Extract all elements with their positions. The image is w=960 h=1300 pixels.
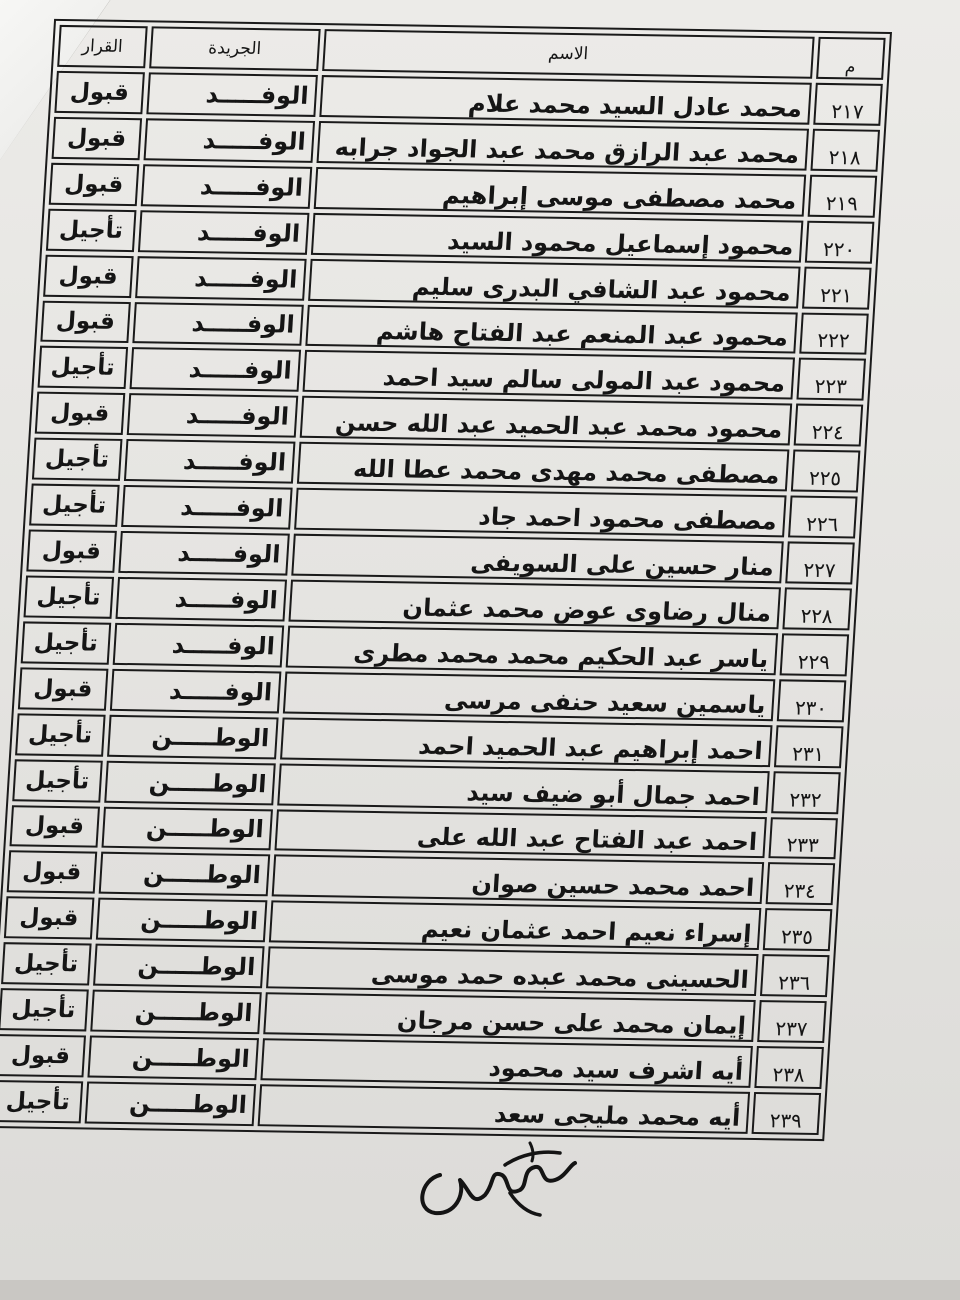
row-newspaper: الوطـــــن [90, 990, 262, 1035]
row-newspaper: الوفـــــد [118, 531, 290, 576]
row-name: منال رضاوى عوض محمد عثمان [288, 580, 780, 630]
row-decision: تأجيل [32, 438, 122, 481]
row-number: ٢٢٥ [791, 450, 861, 493]
row-number: ٢٣٧ [757, 1000, 827, 1043]
row-newspaper: الوفـــــد [126, 393, 298, 438]
row-number: ٢٣٨ [754, 1046, 824, 1089]
row-newspaper: الوطـــــن [93, 944, 265, 989]
table-row [12, 759, 840, 814]
row-decision: قبول [0, 1034, 86, 1077]
row-number: ٢٢٣ [796, 358, 866, 401]
row-name: محمود عبد المولى سالم سيد احمد [302, 350, 794, 400]
row-decision: قبول [18, 667, 108, 710]
row-number: ٢٢٢ [799, 312, 869, 355]
row-number: ٢٣٦ [760, 954, 830, 997]
table-row [52, 117, 880, 172]
table-row [4, 897, 832, 952]
table-row [43, 254, 871, 309]
row-newspaper: الوطـــــن [84, 1081, 256, 1126]
row-name: إسراء نعيم احمد عثمان نعيم [269, 901, 761, 951]
table-row [0, 1080, 821, 1135]
row-number: ٢٢٧ [785, 541, 855, 584]
row-name: محمود عبد الشافي البدرى سليم [308, 259, 800, 309]
row-number: ٢٢٩ [779, 633, 849, 676]
row-name: محمود إسماعيل محمود السيد [311, 213, 803, 263]
row-newspaper: الوفـــــد [129, 348, 301, 393]
table-row [26, 530, 854, 585]
row-newspaper: الوفـــــد [124, 439, 296, 484]
row-name: ياسر عبد الحكيم محمد محمد مطرى [286, 625, 778, 675]
row-decision: تأجيل [29, 484, 119, 527]
row-name: محمد عبد الرازق محمد عبد الجواد جرابه [316, 121, 808, 171]
row-decision: قبول [26, 530, 116, 573]
row-newspaper: الوطـــــن [101, 806, 273, 851]
row-name: احمد عبد الفتاح عبد الله على [274, 809, 766, 859]
row-decision: قبول [4, 897, 94, 940]
table-row [29, 484, 857, 539]
row-decision: قبول [54, 71, 144, 114]
row-newspaper: الوطـــــن [104, 760, 276, 805]
row-name: احمد جمال أبو ضيف سيد [277, 763, 769, 813]
row-decision: تأجيل [0, 988, 89, 1031]
row-name: محمود عبد المنعم عبد الفتاح هاشم [305, 304, 797, 354]
row-name: محمود محمد عبد الحميد عبد الله حسن [300, 396, 792, 446]
header-name: الاسم [322, 29, 814, 79]
row-decision: تأجيل [1, 942, 91, 985]
row-number: ٢٣٥ [762, 908, 832, 951]
row-decision: تأجيل [46, 208, 136, 251]
row-decision: تأجيل [24, 575, 114, 618]
row-number: ٢٣٣ [768, 817, 838, 860]
header-decision: القرار [57, 25, 147, 68]
row-name: مصطفى محمود احمد جاد [294, 488, 786, 538]
table-row [1, 942, 829, 997]
table-row [24, 575, 852, 630]
row-decision: قبول [35, 392, 125, 435]
row-name: أيه اشرف سيد محمود [260, 1038, 752, 1088]
row-number: ٢٢٦ [788, 496, 858, 539]
row-decision: تأجيل [38, 346, 128, 389]
table-row [49, 163, 877, 218]
table-row [9, 805, 837, 860]
row-number: ٢١٧ [813, 83, 883, 126]
row-number: ٢٢٠ [805, 220, 875, 263]
table-row [7, 851, 835, 906]
table-row [21, 621, 849, 676]
table-row [40, 300, 868, 355]
row-newspaper: الوفـــــد [110, 669, 282, 714]
row-decision: قبول [52, 117, 142, 160]
row-name: منار حسين على السويفى [291, 534, 783, 584]
row-number: ٢٣٩ [751, 1092, 821, 1135]
row-newspaper: الوفـــــد [138, 210, 310, 255]
row-decision: قبول [49, 163, 139, 206]
row-newspaper: الوفـــــد [121, 485, 293, 530]
row-number: ٢٣٢ [771, 771, 841, 814]
row-number: ٢١٨ [810, 129, 880, 172]
row-newspaper: الوفـــــد [140, 164, 312, 209]
row-name: احمد محمد حسين صوان [272, 855, 764, 905]
header-number: م [816, 37, 886, 80]
roster-table-container [0, 19, 892, 1141]
row-decision: قبول [9, 805, 99, 848]
table-row [15, 713, 843, 768]
table-row [0, 1034, 824, 1089]
row-name: أيه محمد مليجى سعد [258, 1084, 750, 1134]
header-newspaper: الجريدة [149, 26, 321, 71]
row-decision: تأجيل [21, 621, 111, 664]
row-number: ٢٣٤ [765, 863, 835, 906]
row-number: ٢٣١ [774, 725, 844, 768]
row-newspaper: الوطـــــن [96, 898, 268, 943]
table-row [0, 988, 827, 1043]
row-number: ٢٣٠ [777, 679, 847, 722]
row-decision: تأجيل [0, 1080, 83, 1123]
row-name: الحسينى محمد عبده حمد موسى [266, 947, 758, 997]
row-decision: تأجيل [12, 759, 102, 802]
row-name: إيمان محمد على حسن مرجان [263, 992, 755, 1042]
table-row [54, 71, 882, 126]
row-number: ٢٢٨ [782, 587, 852, 630]
row-newspaper: الوفـــــد [146, 72, 318, 117]
row-newspaper: الوفـــــد [115, 577, 287, 622]
table-row [18, 667, 846, 722]
row-name: احمد إبراهيم عبد الحميد احمد [280, 717, 772, 767]
row-name: مصطفى محمد مهدى محمد عطا الله [297, 442, 789, 492]
row-decision: قبول [7, 851, 97, 894]
row-newspaper: الوطـــــن [87, 1036, 259, 1081]
roster-table [0, 19, 892, 1141]
row-newspaper: الوفـــــد [135, 256, 307, 301]
table-row [38, 346, 866, 401]
row-number: ٢٢١ [802, 266, 872, 309]
row-number: ٢١٩ [807, 175, 877, 218]
row-number: ٢٢٤ [793, 404, 863, 447]
handwritten-signature-icon [410, 1135, 580, 1225]
row-newspaper: الوفـــــد [132, 302, 304, 347]
row-name: ياسمين سعيد حنفى مرسى [283, 671, 775, 721]
row-newspaper: الوفـــــد [112, 623, 284, 668]
table-row [35, 392, 863, 447]
roster-body [0, 71, 883, 1135]
table-row [32, 438, 860, 493]
row-decision: تأجيل [15, 713, 105, 756]
table-row [46, 208, 874, 263]
row-decision: قبول [40, 300, 130, 343]
row-name: محمد عادل السيد محمد علام [319, 75, 811, 125]
row-newspaper: الوفـــــد [143, 118, 315, 163]
row-decision: قبول [43, 254, 133, 297]
row-newspaper: الوطـــــن [98, 852, 270, 897]
header-row [57, 25, 885, 80]
row-name: محمد مصطفى موسى إبراهيم [314, 167, 806, 217]
row-newspaper: الوطـــــن [107, 714, 279, 759]
